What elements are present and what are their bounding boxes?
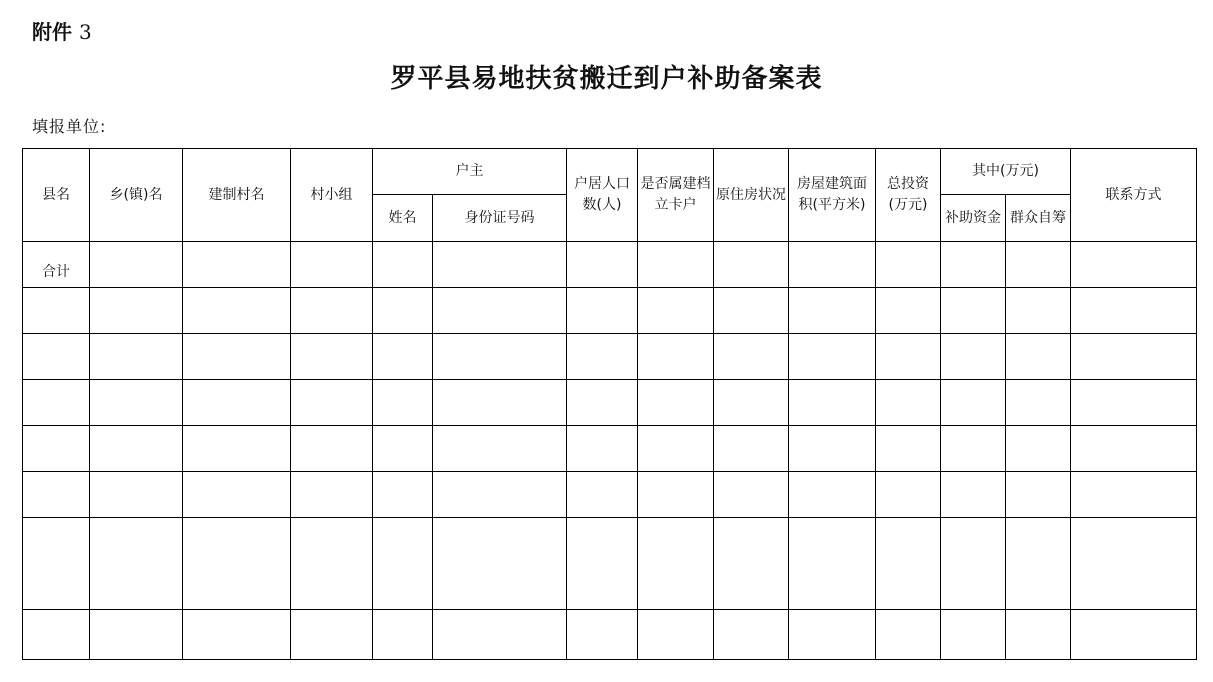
attachment-label bbox=[32, 16, 92, 45]
table-row bbox=[23, 426, 1197, 472]
table-cell[interactable] bbox=[1006, 610, 1071, 660]
table-cell[interactable] bbox=[90, 334, 183, 380]
table-cell[interactable] bbox=[638, 426, 714, 472]
table-cell[interactable] bbox=[291, 288, 373, 334]
header-householder: 户主 bbox=[373, 149, 567, 195]
header-id-number: 身份证号码 bbox=[433, 195, 567, 242]
table-cell[interactable] bbox=[567, 472, 638, 518]
table-cell[interactable] bbox=[433, 380, 567, 426]
table-row bbox=[23, 380, 1197, 426]
table-cell[interactable] bbox=[876, 518, 941, 610]
table-cell[interactable] bbox=[183, 242, 291, 288]
table-cell[interactable] bbox=[714, 518, 789, 610]
table-cell[interactable] bbox=[183, 288, 291, 334]
header-total-investment: 总投资(万元) bbox=[876, 149, 941, 242]
table-cell[interactable] bbox=[1071, 334, 1197, 380]
table-cell[interactable] bbox=[1071, 472, 1197, 518]
table-cell[interactable] bbox=[1006, 380, 1071, 426]
header-registered: 是否属建档立卡户 bbox=[638, 149, 714, 242]
table-cell[interactable] bbox=[876, 288, 941, 334]
table-cell[interactable] bbox=[567, 380, 638, 426]
table-cell[interactable] bbox=[714, 380, 789, 426]
table-cell[interactable] bbox=[23, 426, 90, 472]
header-area: 房屋建筑面积(平方米) bbox=[789, 149, 876, 242]
table-cell[interactable] bbox=[433, 334, 567, 380]
table-cell[interactable] bbox=[291, 426, 373, 472]
table-cell[interactable] bbox=[23, 518, 90, 610]
table-cell[interactable] bbox=[1006, 242, 1071, 288]
table-cell[interactable] bbox=[789, 610, 876, 660]
table-cell[interactable] bbox=[876, 610, 941, 660]
table-cell[interactable] bbox=[941, 288, 1006, 334]
attachment-text: 附件 bbox=[32, 20, 72, 44]
header-original-house: 原住房状况 bbox=[714, 149, 789, 242]
header-township: 乡(镇)名 bbox=[90, 149, 183, 242]
table-cell[interactable] bbox=[183, 472, 291, 518]
reporting-unit-label: 填报单位: bbox=[32, 117, 107, 136]
table-cell[interactable] bbox=[789, 426, 876, 472]
table-cell[interactable] bbox=[23, 610, 90, 660]
table-cell[interactable] bbox=[876, 472, 941, 518]
table-cell[interactable] bbox=[90, 242, 183, 288]
table-cell[interactable] bbox=[638, 610, 714, 660]
table-cell[interactable] bbox=[714, 426, 789, 472]
registration-table bbox=[22, 148, 1197, 660]
table-cell[interactable] bbox=[373, 426, 433, 472]
table-cell[interactable] bbox=[90, 380, 183, 426]
table-cell[interactable] bbox=[876, 380, 941, 426]
table-cell[interactable] bbox=[291, 472, 373, 518]
table-cell[interactable] bbox=[373, 288, 433, 334]
table-cell[interactable] bbox=[373, 472, 433, 518]
table-cell[interactable] bbox=[714, 334, 789, 380]
table-cell[interactable] bbox=[638, 380, 714, 426]
header-of-which: 其中(万元) bbox=[941, 149, 1071, 195]
table-cell[interactable] bbox=[941, 472, 1006, 518]
table-cell[interactable] bbox=[876, 334, 941, 380]
table-cell[interactable] bbox=[1006, 426, 1071, 472]
table-row bbox=[23, 288, 1197, 334]
table-cell[interactable] bbox=[789, 472, 876, 518]
table-cell[interactable] bbox=[567, 334, 638, 380]
table-cell[interactable] bbox=[433, 288, 567, 334]
header-row-1 bbox=[23, 149, 1197, 195]
table-cell[interactable] bbox=[638, 472, 714, 518]
table-cell[interactable] bbox=[567, 426, 638, 472]
table-cell[interactable] bbox=[1071, 610, 1197, 660]
table-cell[interactable] bbox=[941, 334, 1006, 380]
table-cell[interactable] bbox=[433, 472, 567, 518]
table-cell[interactable] bbox=[291, 380, 373, 426]
table-cell[interactable] bbox=[433, 426, 567, 472]
table-cell[interactable] bbox=[941, 610, 1006, 660]
table-cell[interactable] bbox=[1006, 518, 1071, 610]
table-cell[interactable] bbox=[183, 518, 291, 610]
table-row bbox=[23, 610, 1197, 660]
table-cell[interactable] bbox=[23, 334, 90, 380]
table-cell[interactable] bbox=[638, 288, 714, 334]
table-cell[interactable] bbox=[291, 518, 373, 610]
table-cell[interactable] bbox=[876, 242, 941, 288]
header-contact: 联系方式 bbox=[1071, 149, 1197, 242]
table-cell[interactable] bbox=[714, 242, 789, 288]
table-cell[interactable] bbox=[789, 334, 876, 380]
table-cell[interactable] bbox=[23, 380, 90, 426]
table-cell[interactable] bbox=[373, 610, 433, 660]
table-cell[interactable] bbox=[941, 242, 1006, 288]
table-row bbox=[23, 518, 1197, 610]
table-cell[interactable] bbox=[789, 518, 876, 610]
table-cell[interactable] bbox=[23, 288, 90, 334]
header-group: 村小组 bbox=[291, 149, 373, 242]
table-cell[interactable] bbox=[1006, 288, 1071, 334]
table-cell[interactable] bbox=[433, 518, 567, 610]
table-cell[interactable] bbox=[941, 426, 1006, 472]
table-cell[interactable] bbox=[183, 380, 291, 426]
table-cell[interactable] bbox=[373, 242, 433, 288]
table-cell[interactable] bbox=[638, 242, 714, 288]
table-cell[interactable] bbox=[789, 242, 876, 288]
table-cell[interactable] bbox=[567, 288, 638, 334]
table-cell[interactable] bbox=[941, 518, 1006, 610]
table-cell[interactable] bbox=[183, 610, 291, 660]
table-cell[interactable] bbox=[90, 426, 183, 472]
total-row bbox=[23, 242, 1197, 288]
table-row bbox=[23, 334, 1197, 380]
table-cell[interactable] bbox=[291, 610, 373, 660]
table-row bbox=[23, 472, 1197, 518]
header-name: 姓名 bbox=[373, 195, 433, 242]
table-cell[interactable] bbox=[714, 610, 789, 660]
header-self-raised: 群众自筹 bbox=[1006, 195, 1071, 242]
header-village: 建制村名 bbox=[183, 149, 291, 242]
header-population: 户居人口数(人) bbox=[567, 149, 638, 242]
table-cell[interactable] bbox=[789, 380, 876, 426]
table-cell[interactable] bbox=[1071, 242, 1197, 288]
table-cell[interactable] bbox=[714, 472, 789, 518]
attachment-number: 3 bbox=[78, 20, 92, 44]
table-cell[interactable] bbox=[90, 518, 183, 610]
table-cell[interactable] bbox=[1006, 472, 1071, 518]
table-cell[interactable] bbox=[90, 610, 183, 660]
document-title: 罗平县易地扶贫搬迁到户补助备案表 bbox=[390, 64, 823, 94]
total-label: 合计 bbox=[23, 242, 90, 288]
table-cell[interactable] bbox=[433, 242, 567, 288]
table-cell[interactable] bbox=[789, 288, 876, 334]
table-cell[interactable] bbox=[638, 518, 714, 610]
table-cell[interactable] bbox=[1071, 426, 1197, 472]
table-cell[interactable] bbox=[1071, 380, 1197, 426]
table-cell[interactable] bbox=[373, 334, 433, 380]
table-cell[interactable] bbox=[291, 334, 373, 380]
table-cell[interactable] bbox=[567, 242, 638, 288]
table-cell[interactable] bbox=[90, 472, 183, 518]
table-cell[interactable] bbox=[433, 610, 567, 660]
table-cell[interactable] bbox=[638, 334, 714, 380]
table-cell[interactable] bbox=[1071, 518, 1197, 610]
table-cell[interactable] bbox=[714, 288, 789, 334]
table-cell[interactable] bbox=[183, 334, 291, 380]
table-cell[interactable] bbox=[183, 426, 291, 472]
table-cell[interactable] bbox=[291, 242, 373, 288]
table-cell[interactable] bbox=[90, 288, 183, 334]
table-cell[interactable] bbox=[567, 610, 638, 660]
header-subsidy: 补助资金 bbox=[941, 195, 1006, 242]
table-cell[interactable] bbox=[876, 426, 941, 472]
table-cell[interactable] bbox=[567, 518, 638, 610]
table-cell[interactable] bbox=[23, 472, 90, 518]
header-county: 县名 bbox=[23, 149, 90, 242]
table-cell[interactable] bbox=[373, 518, 433, 610]
table-cell[interactable] bbox=[941, 380, 1006, 426]
table-cell[interactable] bbox=[1071, 288, 1197, 334]
table-cell[interactable] bbox=[1006, 334, 1071, 380]
table-cell[interactable] bbox=[373, 380, 433, 426]
